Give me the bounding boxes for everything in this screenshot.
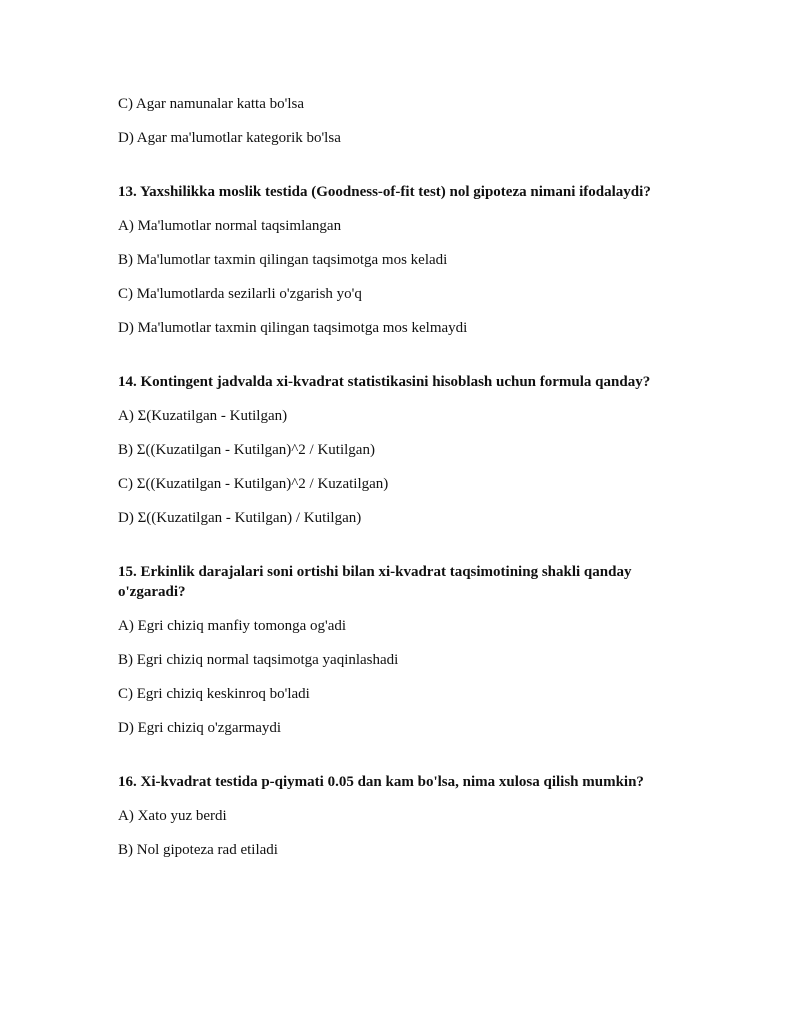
answer-option: B) Σ((Kuzatilgan - Kutilgan)^2 / Kutilgan): [118, 442, 375, 458]
question-text: 16. Xi-kvadrat testida p-qiymati 0.05 dan kam bo'lsa, nima xulosa qilish mumkin?: [118, 774, 644, 790]
page-content: [118, 94, 688, 874]
answer-option: D) Σ((Kuzatilgan - Kutilgan) / Kutilgan): [118, 510, 362, 526]
answer-option: B) Ma'lumotlar taxmin qilingan taqsimotga mos keladi: [118, 252, 448, 268]
question-block: [118, 772, 688, 860]
question-text: 14. Kontingent jadvalda xi-kvadrat statistikasini hisoblash uchun formula qanday?: [118, 374, 651, 390]
question-text: 13. Yaxshilikka moslik testida (Goodness-of-fit test) nol gipoteza nimani ifodalaydi?: [118, 184, 651, 200]
answer-option: C) Ma'lumotlarda sezilarli o'zgarish yo'q: [118, 286, 362, 302]
question-block: [118, 372, 688, 528]
question-block: [118, 562, 688, 738]
answer-option: A) Σ(Kuzatilgan - Kutilgan): [118, 408, 288, 424]
answer-option: D) Egri chiziq o'zgarmaydi: [118, 720, 282, 736]
answer-option: C) Agar namunalar katta bo'lsa: [118, 96, 304, 112]
answer-option: D) Agar ma'lumotlar kategorik bo'lsa: [118, 130, 341, 146]
answer-option: A) Ma'lumotlar normal taqsimlangan: [118, 218, 342, 234]
answer-option: B) Egri chiziq normal taqsimotga yaqinlashadi: [118, 652, 399, 668]
question-block: [118, 182, 688, 338]
answer-option: A) Xato yuz berdi: [118, 808, 227, 824]
question-text: 15. Erkinlik darajalari soni ortishi bilan xi-kvadrat taqsimotining shakli qanday o'zgaradi?: [118, 564, 632, 600]
answer-option: A) Egri chiziq manfiy tomonga og'adi: [118, 618, 347, 634]
answer-option: C) Σ((Kuzatilgan - Kutilgan)^2 / Kuzatilgan): [118, 476, 389, 492]
answer-option: B) Nol gipoteza rad etiladi: [118, 842, 278, 858]
answer-option: D) Ma'lumotlar taxmin qilingan taqsimotga mos kelmaydi: [118, 320, 468, 336]
answer-option: C) Egri chiziq keskinroq bo'ladi: [118, 686, 310, 702]
